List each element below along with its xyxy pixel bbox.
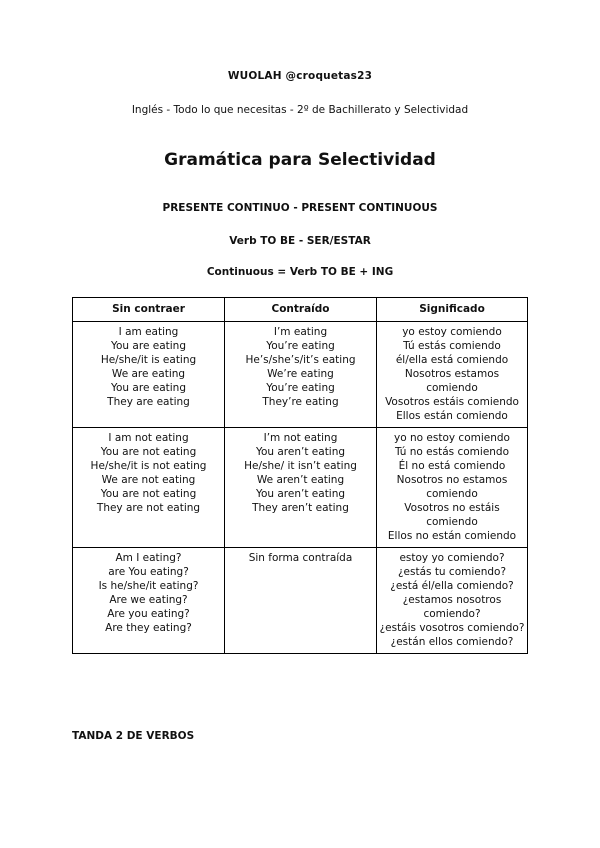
cell-line: You’re eating: [266, 340, 335, 352]
cell-line: ¿estamos nosotros comiendo?: [402, 594, 502, 620]
cell-line: Nosotros no estamos comiendo: [396, 474, 508, 500]
table-cell: [225, 548, 377, 654]
cell-line: He/she/it is not eating: [90, 460, 207, 472]
table-cell: [377, 428, 528, 548]
cell-line: Nosotros estamos comiendo: [404, 368, 500, 394]
cell-line: Ellos no están comiendo: [387, 530, 517, 542]
cell-line: Are they eating?: [105, 622, 192, 634]
cell-line: You aren’t eating: [255, 488, 346, 500]
cell-line: We aren’t eating: [256, 474, 345, 486]
cell-line: He’s/she’s/it’s eating: [245, 354, 356, 366]
page-title: Gramática para Selectividad: [164, 150, 436, 170]
cell-line: yo no estoy comiendo: [394, 432, 510, 444]
column-header: Sin contraer: [73, 298, 225, 322]
table-cell: [377, 548, 528, 654]
cell-line: You aren’t eating: [255, 446, 346, 458]
cell-line: You are eating: [110, 340, 186, 352]
cell-line: Tú no estás comiendo: [394, 446, 510, 458]
cell-line: Am I eating?: [115, 552, 182, 564]
cell-line: Are you eating?: [107, 608, 190, 620]
column-header: Contraído: [225, 298, 377, 322]
table-cell: [73, 322, 225, 428]
cell-line: You are not eating: [100, 488, 197, 500]
cell-line: Sin forma contraída: [248, 552, 353, 564]
table-row-interrogative: [73, 548, 528, 654]
table-row-affirmative: [73, 322, 528, 428]
header-subtitle: Inglés - Todo lo que necesitas - 2º de Bachillerato y Selectividad: [131, 104, 469, 116]
cell-line: We are not eating: [101, 474, 196, 486]
cell-line: We’re eating: [267, 368, 334, 380]
table-cell: [225, 428, 377, 548]
cell-line: He/she/it is eating: [100, 354, 197, 366]
cell-line: You are not eating: [100, 446, 197, 458]
cell-line: I’m not eating: [263, 432, 338, 444]
cell-line: Tú estás comiendo: [403, 340, 501, 352]
cell-line: ¿están ellos comiendo?: [390, 636, 514, 648]
cell-line: Él no está comiendo: [398, 460, 506, 472]
cell-line: You are eating: [110, 382, 186, 394]
cell-line: ¿estáis vosotros comiendo?: [379, 622, 525, 634]
cell-line: He/she/ it isn’t eating: [244, 460, 357, 472]
table-cell: [73, 548, 225, 654]
section-heading-formula: Continuous = Verb TO BE + ING: [206, 266, 394, 278]
cell-line: They’re eating: [262, 396, 339, 408]
header-author: WUOLAH @croquetas23: [227, 70, 373, 82]
table-header-row: [73, 298, 528, 322]
cell-line: We are eating: [111, 368, 186, 380]
cell-line: I’m eating: [273, 326, 328, 338]
cell-line: yo estoy comiendo: [402, 326, 502, 338]
table-row-negative: [73, 428, 528, 548]
grammar-table: [72, 297, 528, 654]
cell-line: Are we eating?: [109, 594, 188, 606]
cell-line: ¿estás tu comiendo?: [397, 566, 507, 578]
cell-line: I am not eating: [108, 432, 189, 444]
section-heading-verb-to-be: Verb TO BE - SER/ESTAR: [229, 235, 371, 247]
table-cell: [225, 322, 377, 428]
cell-line: Vosotros no estáis comiendo: [404, 502, 500, 528]
cell-line: ¿está él/ella comiendo?: [390, 580, 514, 592]
cell-line: Is he/she/it eating?: [98, 580, 199, 592]
table-cell: [377, 322, 528, 428]
section-heading-verbs-batch: TANDA 2 DE VERBOS: [72, 730, 195, 742]
cell-line: They aren’t eating: [252, 502, 349, 514]
cell-line: You’re eating: [266, 382, 335, 394]
table-cell: [73, 428, 225, 548]
cell-line: estoy yo comiendo?: [399, 552, 505, 564]
cell-line: They are eating: [107, 396, 190, 408]
column-header: Significado: [377, 298, 528, 322]
cell-line: él/ella está comiendo: [395, 354, 509, 366]
cell-line: I am eating: [118, 326, 179, 338]
cell-line: are You eating?: [108, 566, 189, 578]
cell-line: Vosotros estáis comiendo: [385, 396, 519, 408]
section-heading-present-continuous: PRESENTE CONTINUO - PRESENT CONTINUOUS: [162, 202, 438, 214]
cell-line: They are not eating: [96, 502, 201, 514]
cell-line: Ellos están comiendo: [396, 410, 508, 422]
